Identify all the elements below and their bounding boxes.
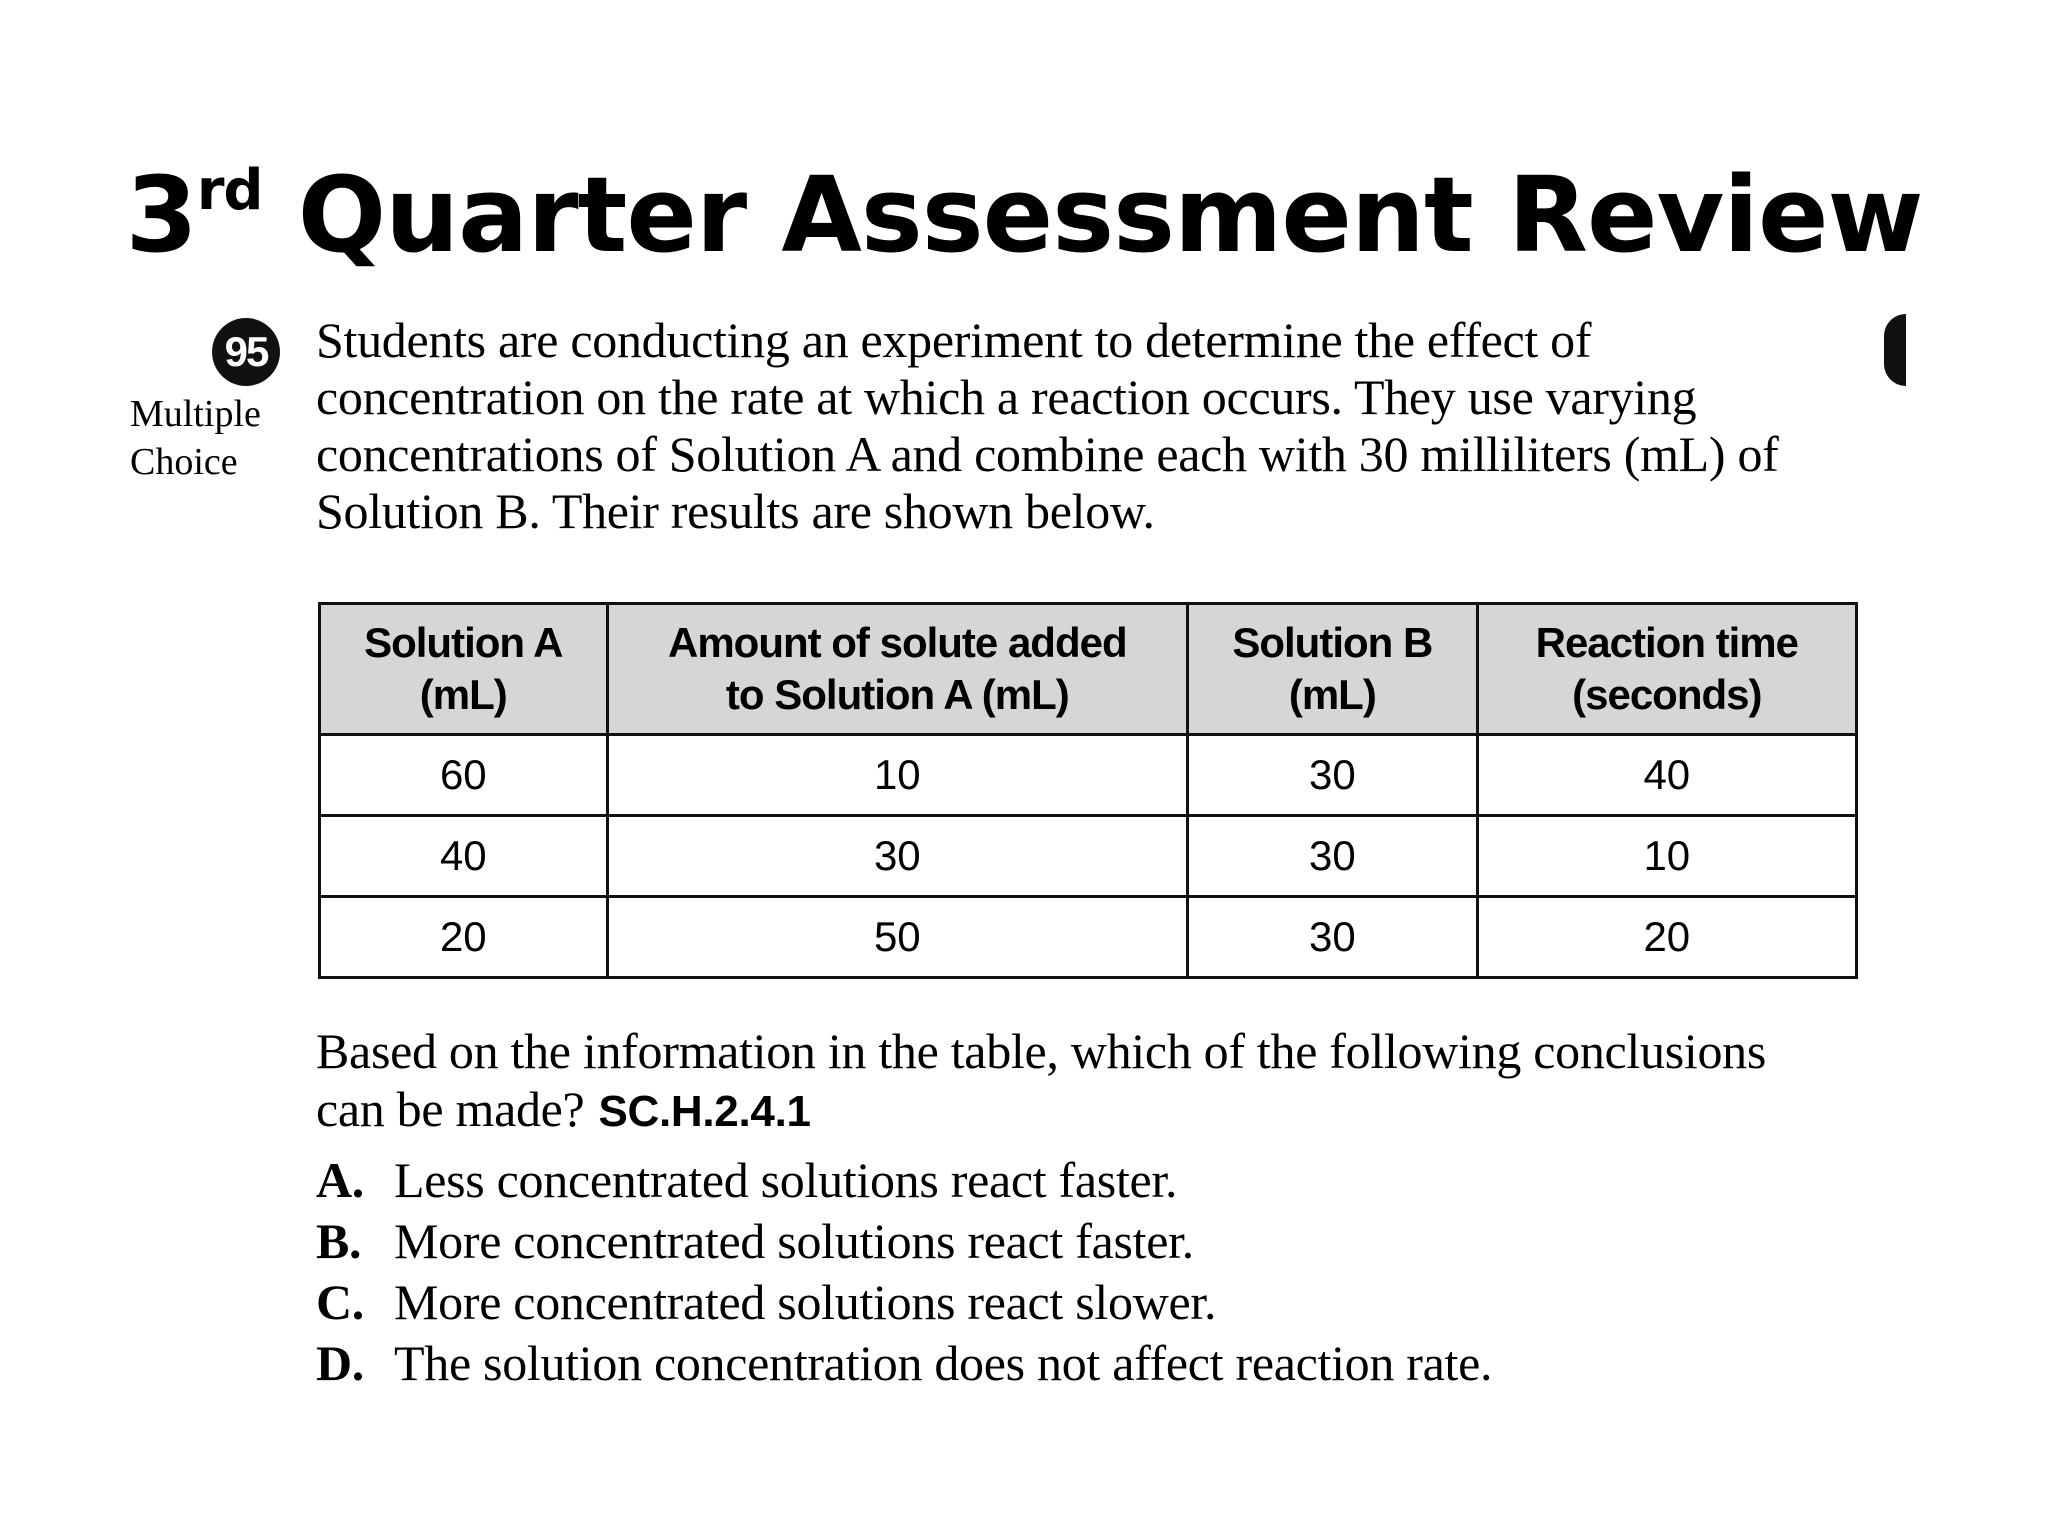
table-cell: 30 (607, 816, 1187, 897)
table-cell: 60 (320, 735, 608, 816)
answer-options (316, 1150, 1492, 1394)
table-cell: 40 (320, 816, 608, 897)
title-number: 3 (125, 153, 197, 276)
stem-line: concentrations of Solution A and combine each with 30 milliliters (mL) of (316, 426, 1779, 482)
standard-code: SC.H.2.4.1 (598, 1087, 811, 1136)
question-type-line-1: Multiple (130, 393, 261, 435)
question-stem (316, 312, 1896, 540)
stem-line: Solution B. Their results are shown below. (316, 483, 1155, 539)
stem-line: Students are conducting an experiment to determine the effect of (316, 312, 1592, 368)
question-block (130, 310, 1890, 1390)
table-cell: 30 (1188, 816, 1478, 897)
answer-option-b[interactable] (316, 1211, 1492, 1272)
title-text: Quarter Assessment Review (262, 153, 1923, 276)
table-cell: 40 (1477, 735, 1856, 816)
prompt-line: can be made? (316, 1081, 585, 1137)
option-letter: D. (316, 1335, 365, 1391)
table-cell: 30 (1188, 897, 1478, 978)
option-text: More concentrated solutions react faster. (394, 1213, 1194, 1269)
title-superscript: rd (196, 157, 263, 223)
option-text: The solution concentration does not affect reaction rate. (394, 1335, 1493, 1391)
table-header-row (320, 604, 1857, 735)
slide-title (0, 153, 2048, 276)
prompt-line: Based on the information in the table, which of the following conclusions (316, 1023, 1767, 1079)
option-letter: A. (316, 1152, 365, 1208)
table-cell: 20 (320, 897, 608, 978)
table-row (320, 816, 1857, 897)
header-solution-a: Solution A (mL) (320, 604, 608, 735)
table-cell: 50 (607, 897, 1187, 978)
table-cell: 20 (1477, 897, 1856, 978)
option-letter: B. (316, 1213, 362, 1269)
option-letter: C. (316, 1274, 365, 1330)
table-row (320, 735, 1857, 816)
option-text: Less concentrated solutions react faster. (394, 1152, 1178, 1208)
question-type-label (130, 390, 290, 486)
option-text: More concentrated solutions react slower. (394, 1274, 1217, 1330)
answer-option-d[interactable] (316, 1333, 1492, 1394)
question-type-line-2: Choice (130, 441, 238, 483)
answer-option-a[interactable] (316, 1150, 1492, 1211)
results-table (318, 602, 1858, 979)
cropped-badge-fragment (1884, 314, 1906, 386)
table-cell: 30 (1188, 735, 1478, 816)
header-reaction-time: Reaction time (seconds) (1477, 604, 1856, 735)
answer-option-c[interactable] (316, 1272, 1492, 1333)
question-prompt (316, 1022, 1896, 1141)
question-number-badge: 95 (212, 318, 280, 386)
header-solution-b: Solution B (mL) (1188, 604, 1478, 735)
table-cell: 10 (1477, 816, 1856, 897)
table-cell: 10 (607, 735, 1187, 816)
header-solute-added: Amount of solute added to Solution A (mL) (607, 604, 1187, 735)
table-row (320, 897, 1857, 978)
stem-line: concentration on the rate at which a reaction occurs. They use varying (316, 369, 1697, 425)
